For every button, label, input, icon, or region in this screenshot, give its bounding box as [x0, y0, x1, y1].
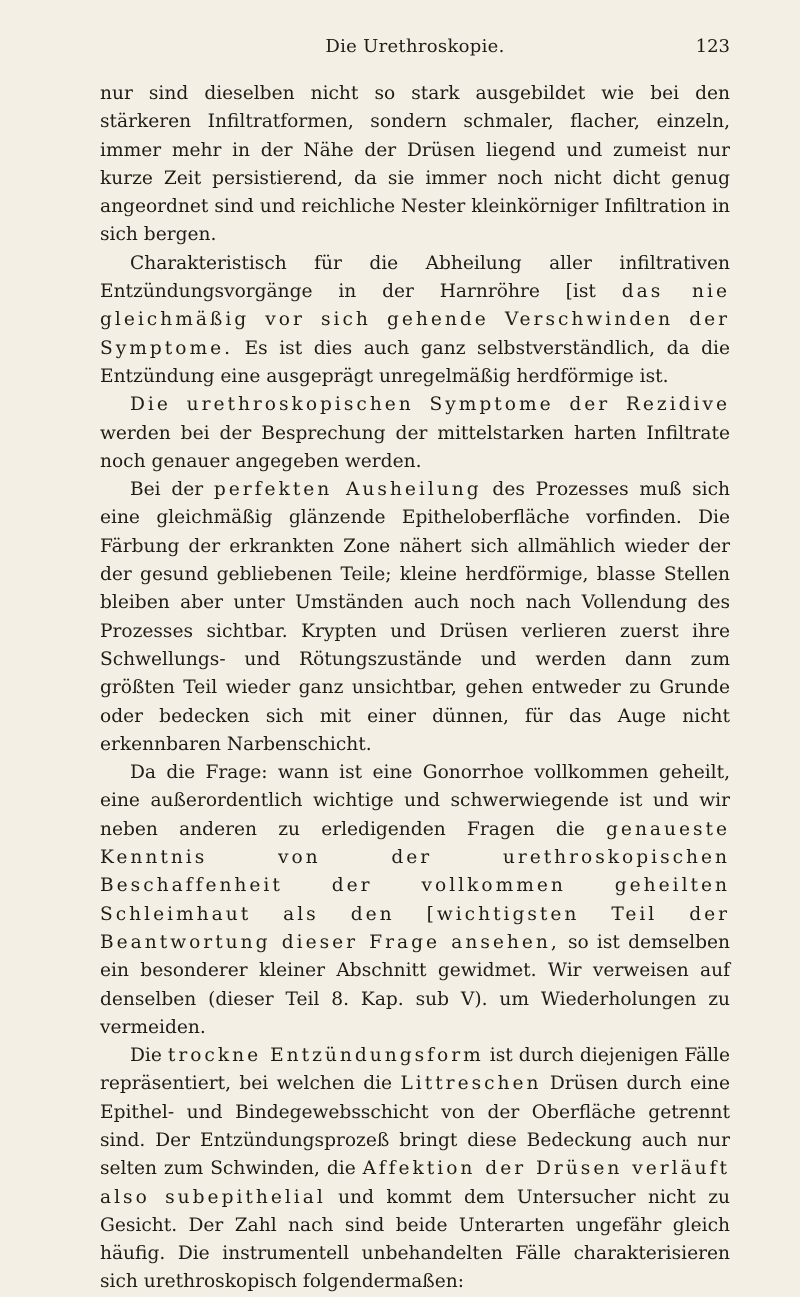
paragraph [100, 1042, 730, 1297]
text-run: Es ist dies auch ganz selbstverständlich, da die Entzündung eine ausgeprägt unregelmäßig herdförmige ist. [100, 337, 730, 387]
text-run: Charakteristisch für die Abheilung aller infiltrativen Entzündungsvorgänge in der Harnröhre [ist [100, 252, 730, 303]
paragraph [100, 391, 730, 476]
page-header [100, 36, 730, 66]
emphasized-text: das nie gleichmäßig vor sich gehende Verschwinden der Symptome. [100, 281, 730, 359]
running-title: Die Urethroskopie. [325, 36, 505, 57]
text-run: Da die Frage: wann ist eine Gonorrhoe vollkommen geheilt, eine außerordentlich wichtige und schwerwiegende ist und wir neben anderen zu erledigenden Fragen die [100, 762, 730, 840]
text-run: ist durch diejenigen Fälle repräsentiert, bei welchen die [100, 1045, 730, 1095]
emphasized-text: perfekten Ausheilung [213, 479, 482, 501]
emphasized-text: Die urethroskopischen Symptome der Rezidive [130, 394, 730, 416]
text-run: Drüsen durch eine Epithel- und Bindegewebsschicht von der Oberfläche getrennt sind. Der Entzündungsprozeß bringt diese Bedeckung auch nur selten zum Schwinden, die [100, 1073, 730, 1180]
text-run: so ist demselben ein besonderer kleiner Abschnitt gewidmet. Wir verweisen auf denselben (dieser Teil 8. Kap. sub V). um Wiederholungen zu vermeiden. [100, 931, 731, 1038]
page-number: 123 [695, 36, 730, 57]
text-run: Die [130, 1045, 168, 1067]
paragraph [100, 476, 730, 759]
emphasized-text: trockne Entzündungsform [167, 1045, 484, 1067]
emphasized-text: genaueste Kenntnis von der urethroskopischen Beschaffenheit der vollkommen geheilten Schleimhaut als den [wichtigsten Teil der Beantwortung dieser Frage ansehen, [100, 818, 730, 953]
text-run: und kommt dem Untersucher nicht zu Gesicht. Der Zahl nach sind beide Unterarten ungefähr gleich häufig. Die instrumentell unbehandelten Fälle charakterisieren sich urethroskopisch folgendermaßen: [100, 1186, 730, 1293]
paragraph [100, 759, 730, 1042]
paragraph [100, 80, 730, 250]
emphasized-text: Littreschen [400, 1073, 542, 1095]
text-run: nur sind dieselben nicht so stark ausgebildet wie bei den stärkeren Infiltratformen, sondern schmaler, flacher, einzeln, immer mehr in der Nähe der Drüsen liegend und zumeist nur kurze Zeit persistierend, da sie immer noch nicht dicht genug angeordnet sind und reichliche Nester kleinkörniger Infiltration in sich bergen. [100, 83, 730, 246]
text-run: werden bei der Besprechung der mittelstarken harten Infiltrate noch genauer angegeben werden. [100, 422, 730, 472]
text-run: Bei der [130, 479, 214, 501]
body-text [100, 80, 730, 1297]
emphasized-text: Affektion der Drüsen verläuft also subepithelial [100, 1158, 730, 1208]
paragraph [100, 250, 730, 391]
text-run: des Prozesses muß sich eine gleichmäßig glänzende Epitheloberfläche vorfinden. Die Färbung der erkrankten Zone nähert sich allmählich wieder der der gesund gebliebenen Teile; kleine herdförmige, blasse Stellen bleiben aber unter Umständen auch noch nach Vollendung des Prozesses sichtbar. Krypten und Drüsen verlieren zuerst ihre Schwellungs- und Rötungszustände und werden dann zum größten Teil wieder ganz unsichtbar, gehen entweder zu Grunde oder bedecken sich mit einer dünnen, für das Auge nicht erkennbaren Narbenschicht. [100, 479, 730, 755]
